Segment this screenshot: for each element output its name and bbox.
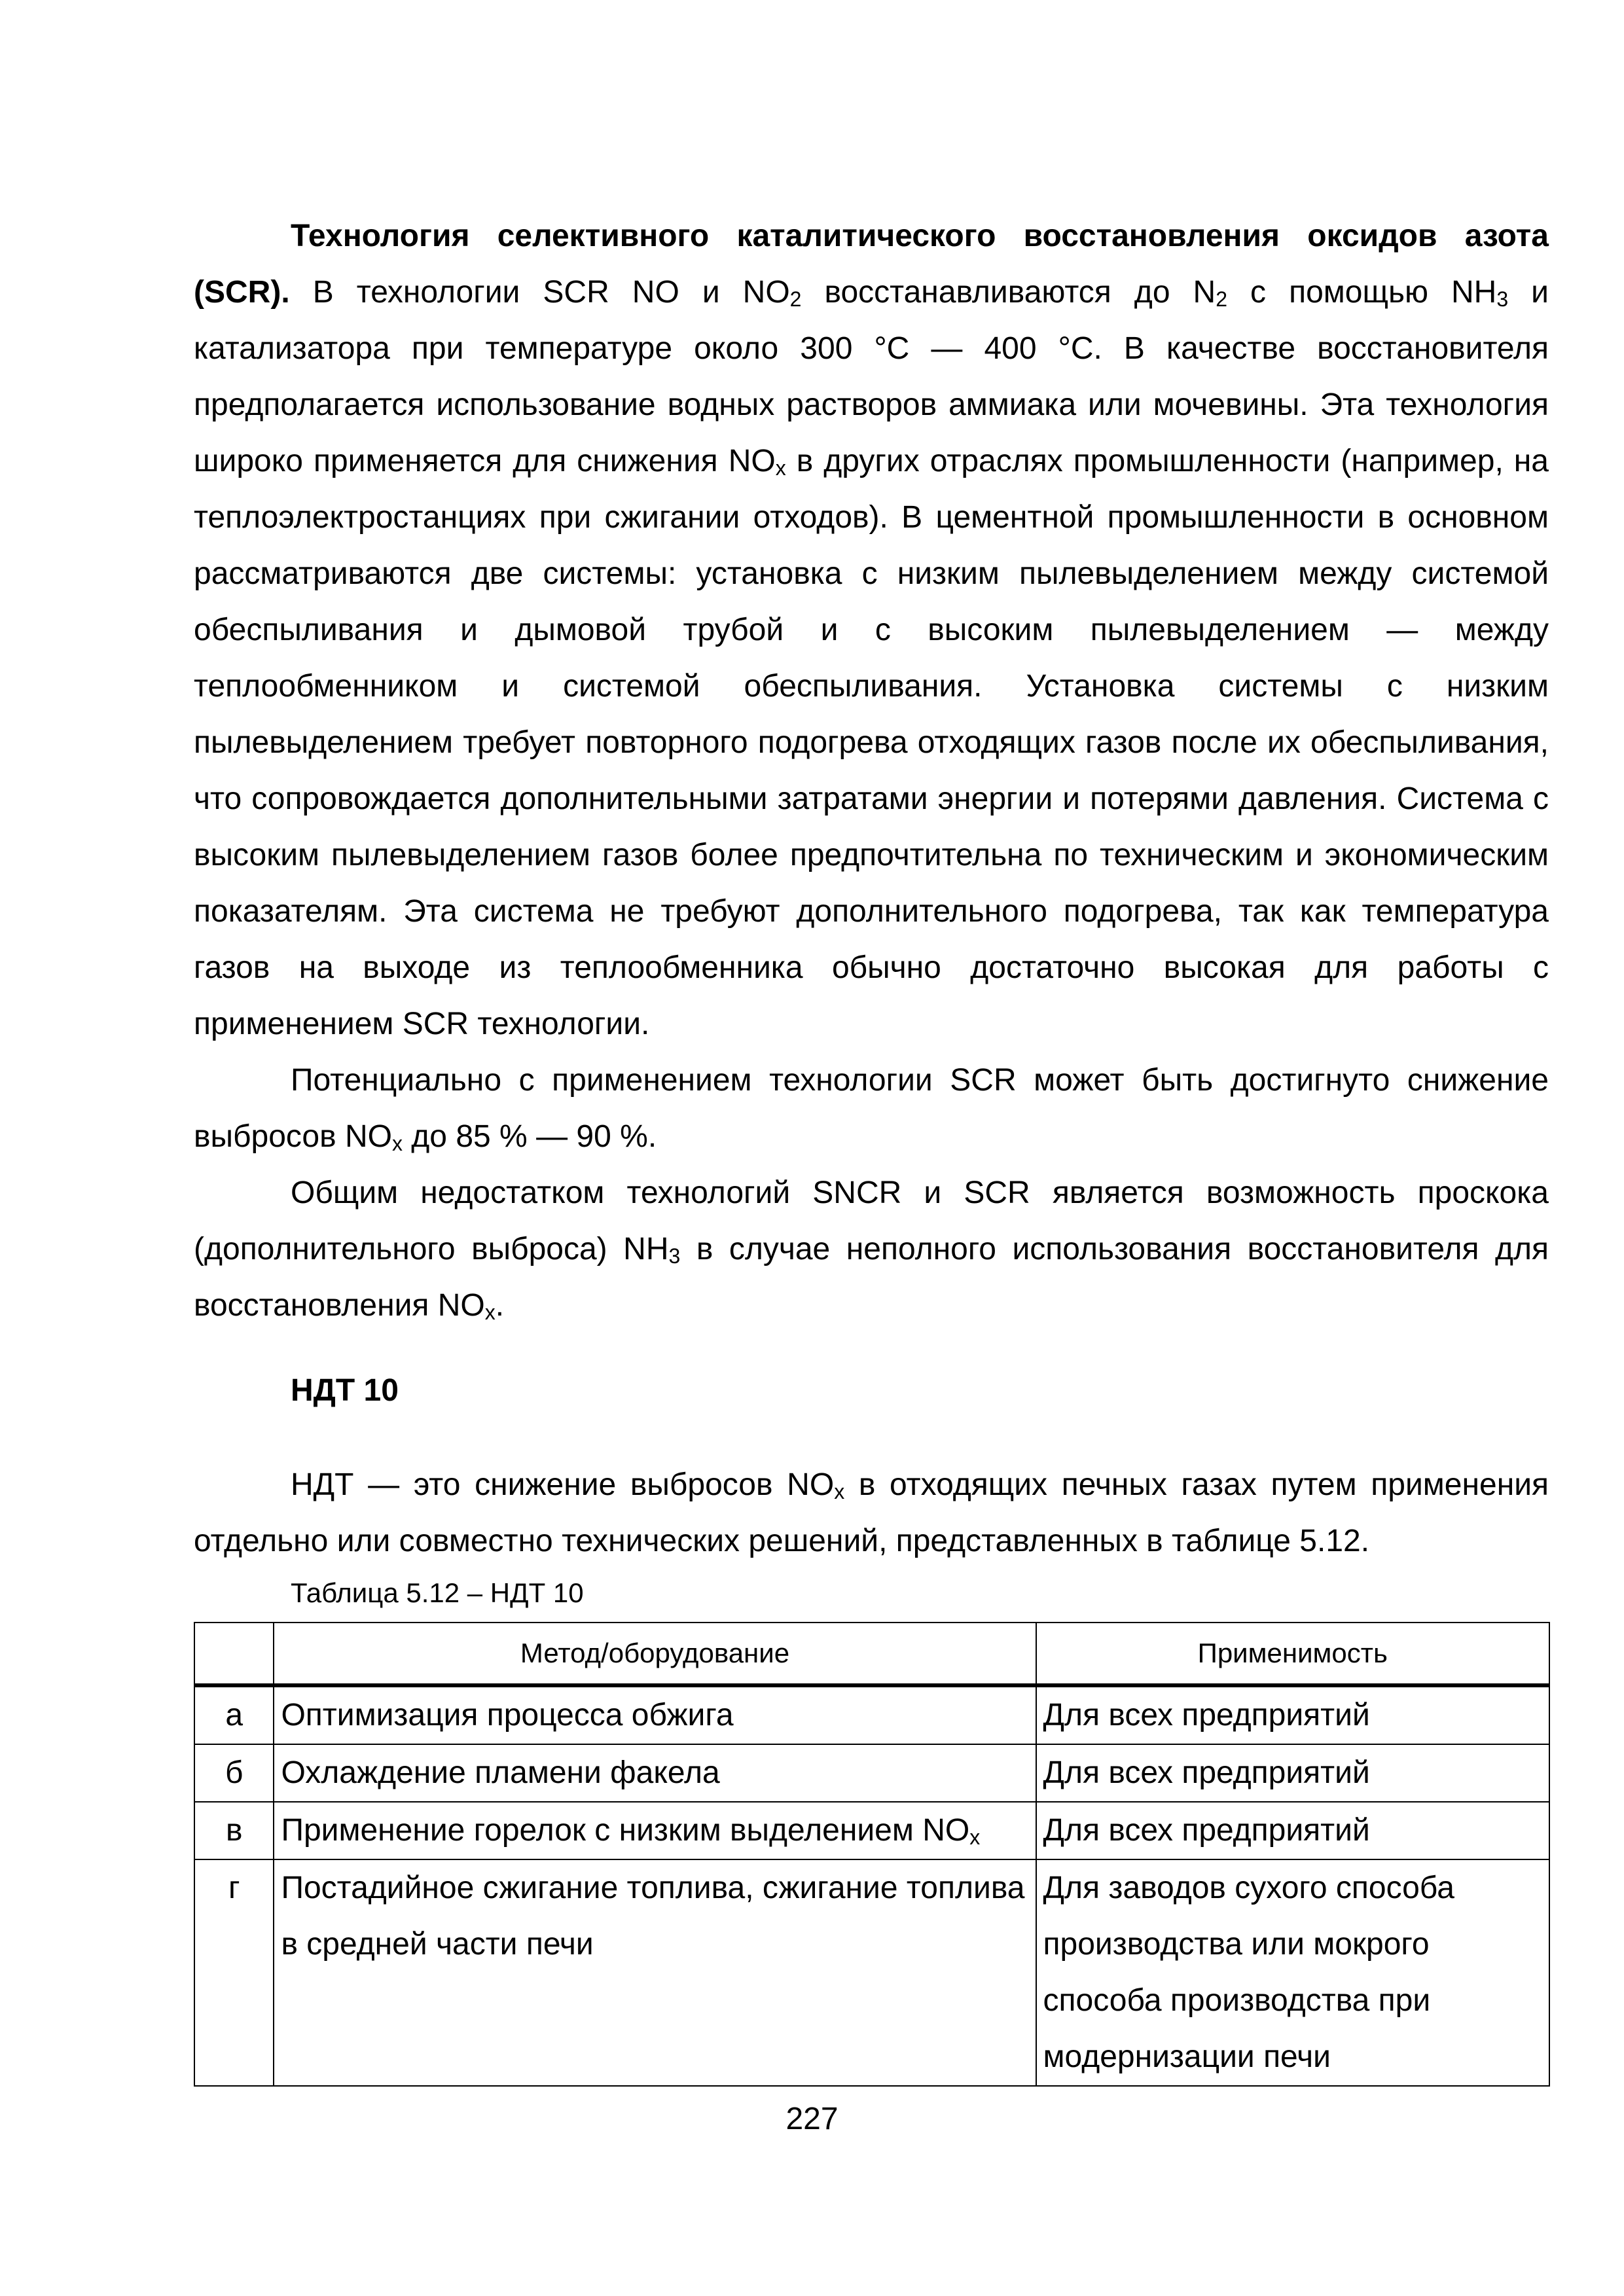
subscript: x <box>484 1300 496 1324</box>
page-number: 227 <box>785 2102 839 2136</box>
table-caption: Таблица 5.12 – НДТ 10 <box>291 1577 584 1608</box>
method-text: Охлаждение пламени факела <box>281 1755 720 1790</box>
row-method <box>274 1859 1036 2086</box>
table-row <box>194 1802 1549 1859</box>
subscript: 3 <box>1496 287 1509 311</box>
method-text: Применение горелок с низким выделением NO <box>281 1813 970 1848</box>
page-content <box>194 208 1549 2087</box>
row-applicability: Для всех предприятий <box>1036 1802 1549 1859</box>
text-run: НДТ — это снижение выбросов NO <box>291 1467 835 1502</box>
text-run: Потенциально с применением технологии SCR может быть достигнуто снижение выбросов NO <box>194 1063 1549 1154</box>
text-run: восстанавливаются до N <box>801 275 1216 310</box>
row-applicability: Для заводов сухого способа производства или мокрого способа производства при модернизации печи <box>1036 1859 1549 2086</box>
table-row <box>194 1685 1549 1744</box>
paragraph-scr-title: Технология селективного каталитического восстановления оксидов азота (SCR). <box>194 219 1549 310</box>
subscript: 2 <box>789 287 802 311</box>
subscript: 2 <box>1216 287 1228 311</box>
text-run: Общим недостатком технологий SNCR и SCR является возможность проскока (дополнительного выброса) NH <box>194 1175 1549 1266</box>
paragraph-drawback <box>194 1165 1549 1334</box>
subscript: 3 <box>668 1244 681 1268</box>
method-text: Оптимизация процесса обжига <box>281 1698 734 1732</box>
section-heading: НДТ 10 <box>291 1373 399 1408</box>
row-method <box>274 1744 1036 1802</box>
text-run: в отходящих печных газах путем применения отдельно или совместно технических решений, представленных в таблице 5.12. <box>194 1467 1549 1558</box>
paragraph-scr <box>194 208 1549 1052</box>
subscript: x <box>775 456 786 480</box>
paragraph-potential <box>194 1052 1549 1165</box>
row-applicability: Для всех предприятий <box>1036 1685 1549 1744</box>
subscript: x <box>969 1825 981 1849</box>
text-run: до 85 % — 90 %. <box>402 1119 657 1154</box>
table-header-row <box>194 1623 1549 1685</box>
paragraph-ndt <box>194 1457 1549 1570</box>
ndt-table <box>194 1622 1550 2087</box>
header-method: Метод/оборудование <box>274 1623 1036 1685</box>
header-applicability: Применимость <box>1036 1623 1549 1685</box>
row-letter: в <box>194 1802 274 1859</box>
subscript: x <box>834 1480 845 1503</box>
row-method <box>274 1802 1036 1859</box>
header-letter <box>194 1623 274 1685</box>
table-row <box>194 1859 1549 2086</box>
method-text: Постадийное сжигание топлива, сжигание топлива в средней части печи <box>281 1871 1025 1962</box>
row-applicability: Для всех предприятий <box>1036 1744 1549 1802</box>
text-run: и катализатора при температуре около 300 °С — 400 °С. В качестве восстановителя предполагается использование водных растворов аммиака или мочевины. Эта технология широко применяется для снижения NO <box>194 275 1549 478</box>
text-run: с помощью NH <box>1227 275 1497 310</box>
text-run: в случае неполного использования восстановителя для восстановления NO <box>194 1232 1549 1323</box>
text-run: в других отраслях промышленности (например, на теплоэлектростанциях при сжигании отходов). В цементной промышленности в основном рассматриваются две системы: установка с низким пылевыделением между системой обеспыливания и дымовой трубой и с высоким пылевыделением — между теплообменником и системой обеспыливания. Установка системы с низким пылевыделением требует повторного подогрева отходящих газов после их обеспыливания, что сопровождается дополнительными затратами энергии и потерями давления. Система с высоким пылевыделением газов более предпочтительна по техническим и экономическим показателям. Эта система не требуют дополнительного подогрева, так как температура газов на выходе из теплообменника обычно достаточно высокая для работы с применением SCR технологии. <box>194 444 1549 1041</box>
text-run: . <box>495 1288 505 1323</box>
text-run: В технологии SCR NO и NO <box>289 275 790 310</box>
row-method <box>274 1685 1036 1744</box>
row-letter: б <box>194 1744 274 1802</box>
row-letter: г <box>194 1859 274 2086</box>
subscript: x <box>391 1132 403 1155</box>
table-row <box>194 1744 1549 1802</box>
row-letter: а <box>194 1685 274 1744</box>
